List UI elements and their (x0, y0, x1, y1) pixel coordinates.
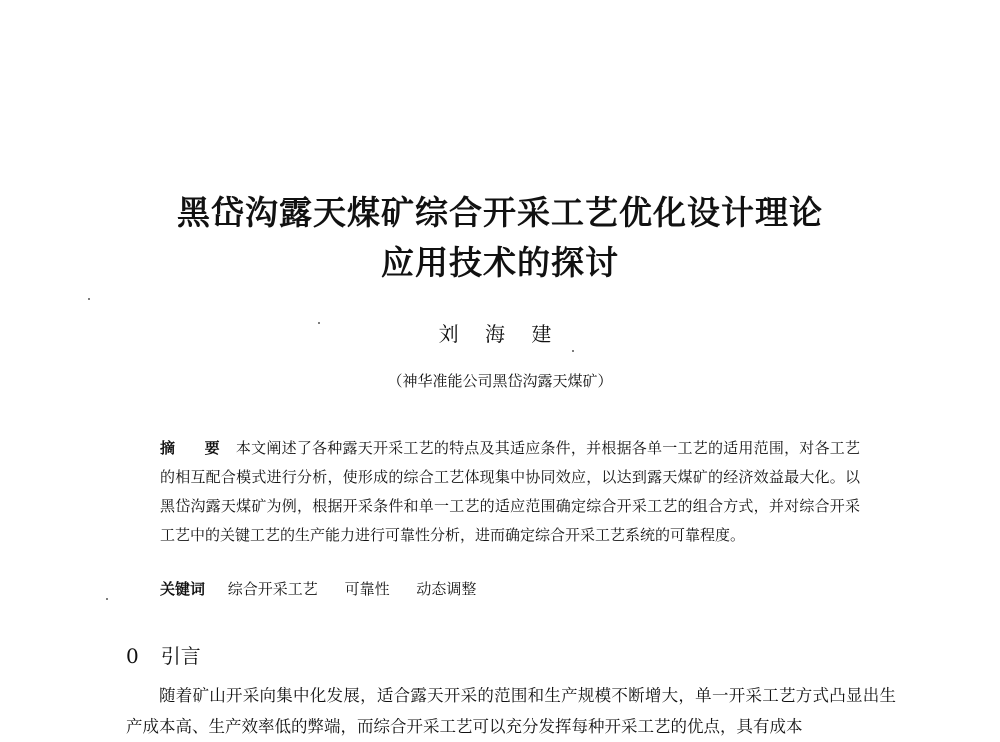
title-line-2: 应用技术的探讨 (381, 243, 619, 282)
abstract-text: 本文阐述了各种露天开采工艺的特点及其适应条件，并根据各单一工艺的适用范围，对各工艺的相互配合模式进行分析，使形成的综合工艺体现集中协同效应，以达到露天煤矿的经济效益最大化。以黑岱沟露天煤矿为例，根据开采条件和单一工艺的适应范围确定综合开采工艺的组合方式，并对综合开采工艺中的关键工艺的生产能力进行可靠性分析，进而确定综合开采工艺系统的可靠程度。 (160, 439, 860, 544)
section-heading (126, 642, 201, 670)
keywords (160, 576, 860, 602)
scan-speck (88, 298, 90, 300)
scan-speck (106, 598, 108, 600)
title-line-1: 黑岱沟露天煤矿综合开采工艺优化设计理论 (177, 193, 823, 232)
body-paragraph: 随着矿山开采向集中化发展，适合露天开采的范围和生产规模不断增大，单一开采工艺方式凸显出生产成本高、生产效率低的弊端，而综合开采工艺可以充分发挥每种开采工艺的优点，具有成本 (126, 686, 896, 736)
keyword-item: 综合开采工艺 (227, 580, 318, 598)
abstract (160, 434, 860, 550)
scan-speck (318, 322, 320, 324)
section-number: 0 (126, 644, 139, 668)
section-title: 引言 (160, 644, 201, 668)
author-name: 刘 海 建 (438, 322, 562, 346)
author-affiliation: （神华准能公司黑岱沟露天煤矿） (387, 372, 613, 390)
abstract-label: 摘 要 (160, 439, 232, 457)
scan-speck (572, 350, 574, 352)
keyword-item: 动态调整 (416, 580, 477, 598)
keywords-label: 关键词 (160, 580, 206, 598)
keyword-item: 可靠性 (344, 580, 390, 598)
paper-title (0, 188, 1000, 288)
